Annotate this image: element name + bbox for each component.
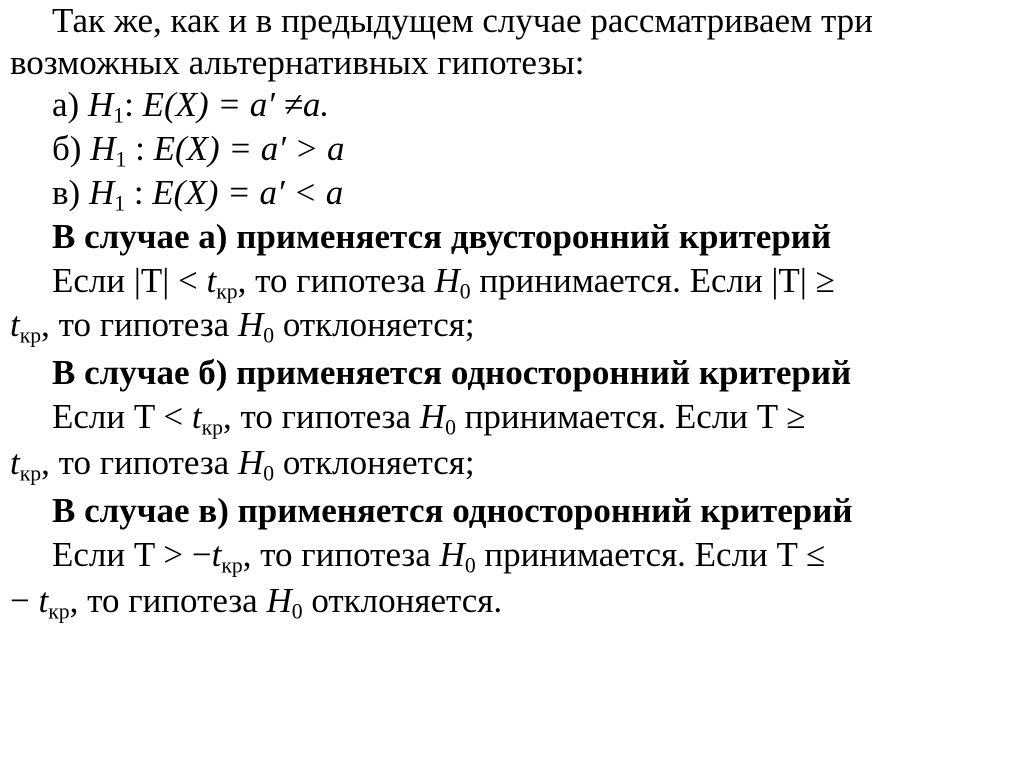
hypothesis-label: в) — [52, 173, 89, 212]
case-c-heading: В случае в) применяется односторонний критерий — [52, 491, 853, 530]
t-subscript: кр — [19, 461, 42, 486]
text: Если T > − — [52, 535, 212, 574]
text: отклоняется. — [302, 581, 503, 620]
h-symbol: H — [237, 305, 264, 344]
text: принимается. Если |T| ≥ — [470, 261, 835, 300]
case-c-rule-line-1 — [52, 534, 825, 576]
hypothesis-b — [52, 128, 345, 170]
colon: : — [124, 85, 143, 124]
t-subscript: кр — [221, 553, 243, 578]
t-symbol: t — [211, 535, 222, 574]
text: , то гипотеза — [222, 397, 420, 436]
h-subscript: 1 — [115, 147, 127, 172]
text: отклоняется; — [274, 305, 475, 344]
text: принимается. Если T ≥ — [455, 397, 806, 436]
case-a-heading: В случае а) применяется двусторонний критерий — [52, 217, 832, 256]
text: отклоняется; — [274, 443, 475, 482]
h-subscript: 0 — [263, 461, 275, 486]
hypothesis-label: б) — [52, 129, 91, 168]
t-subscript: кр — [216, 279, 238, 304]
t-symbol: t — [38, 581, 49, 620]
h-symbol: H — [87, 85, 114, 124]
case-b-heading: В случае б) применяется односторонний критерий — [52, 353, 852, 392]
text: , то гипотеза — [41, 305, 238, 344]
colon: : — [125, 173, 153, 212]
t-subscript: кр — [48, 599, 70, 624]
t-symbol: t — [206, 261, 217, 300]
h-subscript: 0 — [459, 279, 471, 304]
hypothesis-expression: E(X) = a′ > a — [153, 129, 345, 168]
hypothesis-expression: E(X) = a′ < a — [152, 173, 344, 212]
text: , то гипотеза — [69, 581, 267, 620]
hypothesis-c — [52, 172, 343, 214]
h-subscript: 1 — [113, 103, 125, 128]
h-symbol: H — [266, 581, 292, 620]
h-symbol: H — [90, 129, 116, 168]
text: принимается. Если T ≤ — [475, 535, 826, 574]
h-subscript: 1 — [114, 191, 126, 216]
intro-line-2: возможных альтернативных гипотезы: — [10, 43, 585, 82]
t-symbol: t — [10, 305, 20, 344]
colon: : — [126, 129, 154, 168]
text: Если |T| < — [52, 261, 207, 300]
text: , то гипотеза — [242, 535, 440, 574]
text: , то гипотеза — [41, 443, 238, 482]
t-symbol: t — [191, 397, 202, 436]
h-subscript: 0 — [291, 599, 303, 624]
h-symbol: H — [439, 535, 465, 574]
h-subscript: 0 — [445, 415, 456, 440]
h-symbol: H — [237, 443, 264, 482]
h-subscript: 0 — [464, 553, 476, 578]
hypothesis-expression: E(X) = a′ ≠a. — [142, 85, 330, 124]
text: Если T < — [52, 397, 192, 436]
h-symbol: H — [419, 397, 446, 436]
text: , то гипотеза — [237, 261, 435, 300]
case-c-rule-line-2 — [10, 580, 502, 622]
case-a-rule-line-2 — [10, 304, 475, 346]
text: − — [10, 581, 39, 620]
t-subscript: кр — [19, 323, 42, 348]
case-b-rule-line-2 — [10, 442, 475, 484]
case-a-rule-line-1 — [52, 260, 835, 302]
h-subscript: 0 — [263, 323, 275, 348]
hypothesis-label: а) — [52, 85, 88, 124]
h-symbol: H — [434, 261, 460, 300]
t-subscript: кр — [201, 415, 223, 440]
h-symbol: H — [88, 173, 115, 212]
t-symbol: t — [10, 443, 20, 482]
hypothesis-a — [52, 84, 329, 126]
case-b-rule-line-1 — [52, 396, 806, 438]
intro-line-1: Так же, как и в предыдущем случае рассматриваем три — [52, 1, 873, 40]
